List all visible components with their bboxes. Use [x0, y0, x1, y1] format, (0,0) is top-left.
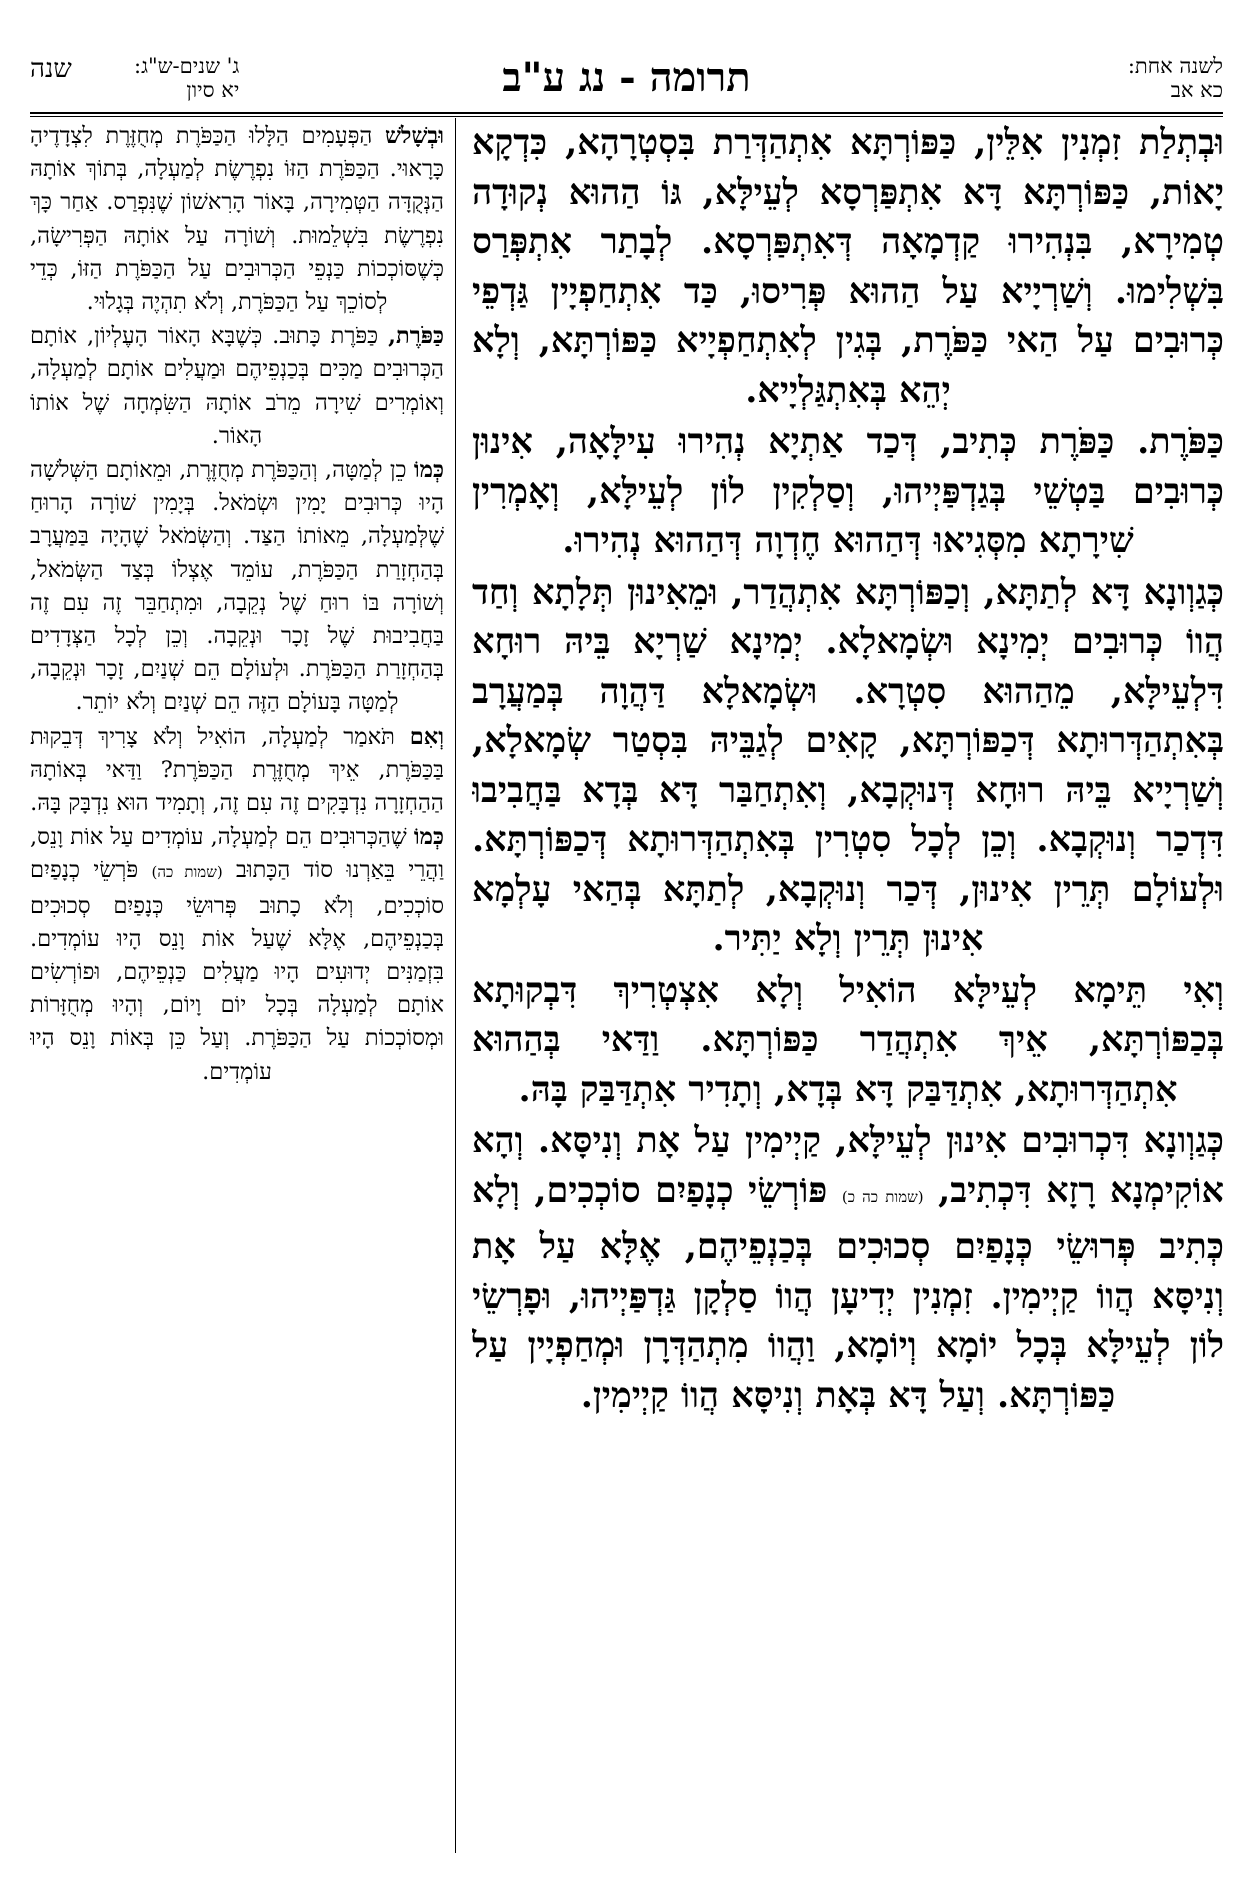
one-year-cycle-date: כא אב: [1170, 78, 1223, 102]
column-divider: [455, 118, 456, 1853]
text-paragraph: [472, 1116, 1224, 1420]
paragraph-text: כַּפֹּרֶת כְּתִיב, דְּכַד אַתְיָא נְהִירוּ עִילָּאָה, אִינוּן כְּרוּבִים בַּטְשֵׁי בְּגַדְפַּיְיהוּ, וְסַלְקִין לוֹן לְעֵילָּא, וְאָמְרִין שִׁירָתָא מִסְּגִיאוּ דְּהַהוּא חֶדְוָה דְּהַהוּא נְהִירוּ.: [472, 421, 1224, 561]
year-label: שנה: [30, 54, 72, 84]
translation-paragraph: [30, 120, 444, 319]
paragraph-text: דָּא לְתַתָּא, וְכַפּוֹרְתָּא אִתְהֲדַר, וּמֵאִינוּן תְּלָתָא וְחַד הֲווֹ כְּרוּבִים יְמִינָא וּשְׂמָאלָא. יְמִינָא שַׁרְיָא בֵּיהּ רוּחָא דִּלְעֵילָּא, מֵהַהוּא סִטְרָא. וּשְׂמָאלָא דַּהֲוָה בְּמַעֲרָב בְּאִתְהַדְּרוּתָא דְּכַפּוֹרְתָּא, קָאִים לְגַבֵּיהּ בִּסְטַר שְׂמָאלָא, וְשַׁרְיָיא בֵּיהּ רוּחָא דְּנוּקְבָא, וְאִתְחַבַּר דָּא בְּדָא בַּחֲבִיבוּ דִּדְכַר וְנוּקְבָא. וְכֵן לְכָל סִטְרִין בְּאִתְהַדְּרוּתָא דְּכַפּוֹרְתָּא. וּלְעוֹלָם תְּרֵין אִינוּן, דְּכַר וְנוּקְבָא, לְתַתָּא בְּהַאי עָלְמָא אִינוּן תְּרֵין וְלָא יַתִּיר.: [472, 571, 1224, 959]
paragraph-lead-word: וְאִם: [409, 723, 444, 750]
paragraph-lead-word: וְאִי: [1183, 969, 1224, 1011]
three-year-cycle-date: יא סיון: [186, 78, 240, 102]
paragraph-text: תֵּימָא לְעֵילָּא הוֹאִיל וְלָא אִצְטְרִיךְ דִּבְקוּתָא בְּכַפּוֹרְתָּא, אֵיךְ אִתְהֲדַר כַּפּוֹרְתָּא. וַדַּאי בְּהַהוּא אִתְהַדְּרוּתָא, אִתְדַּבַּק דָּא בְּדָא, וְתָדִיר אִתְדַּבַּק בָּהּ.: [472, 969, 1224, 1110]
page-title: תרומה - נג ע"ב: [502, 54, 751, 101]
three-year-cycle-label: ג' שנים-ש"ג:: [134, 54, 240, 78]
paragraph-text-continued: פּוֹרְשֵׂי כְנָפַיִם סוֹכְכִים, וְלָא כְּתִיב פְּרוּשֵׂי כְּנָפַיִם סְכוּכִים בְּכַנְפֵיהֶם, אֶלָּא עַל אָת וְנִיסָּא הֲווֹ קַיְימִין. זִמְנִין יְדִיעָן הֲווֹ סַלְקָן גַּדְפַּיְיהוּ, וּפָרְשֵׂי לוֹן לְעֵילָּא בְּכָל יוֹמָא וְיוֹמָא, וַהֲווֹ מִתְהַדְּרָן וּמְחַפְיָין עַל כַּפּוֹרְתָּא. וְעַל דָּא בְּאָת וְנִיסָּא הֲווֹ קַיְימִין.: [472, 1169, 1224, 1416]
verse-reference: (שמות כה): [151, 863, 223, 882]
text-paragraph: [472, 966, 1224, 1115]
text-paragraph: [472, 568, 1224, 964]
translation-paragraph: [30, 721, 444, 821]
paragraph-lead-word: כַּפֹּרֶת,: [388, 323, 444, 350]
header-rule: [30, 112, 1223, 114]
text-paragraph: [472, 417, 1224, 566]
paragraph-lead-word: וּבְתְלַת: [1139, 122, 1224, 163]
paragraph-lead-word: כְּמוֹ: [413, 824, 444, 851]
paragraph-text: כֵן לְמַטָּה, וְהַכַּפֹּרֶת מְחֻזֶּרֶת, וּמֵאוֹתָם הַשְּׁלֹשָׁה הָיוּ כְּרוּבִים יָמִין וּשְׂמֹאל. בְּיָמִין שׁוֹרָה הָרוּחַ שֶׁלְּמַעְלָה, מֵאוֹתוֹ הַצַּד. וְהַשְּׂמֹאל שֶׁהָיָה בַּמַּעֲרָב בְּהַחְזָרַת הַכַּפֹּרֶת, עוֹמֵד אֶצְלוֹ בְּצַד הַשְּׂמֹאל, וְשׁוֹרָה בּוֹ רוּחַ שֶׁל נְקֵבָה, וּמִתְחַבֵּר זֶה עִם זֶה בַּחֲבִיבוּת שֶׁל זָכָר וּנְקֵבָה. וְכֵן לְכָל הַצְּדָדִים בְּהַחְזָרַת הַכַּפֹּרֶת. וּלְעוֹלָם הֵם שְׁנַיִם, זָכָר וּנְקֵבָה, לְמַטָּה בָּעוֹלָם הַזֶּה הֵם שְׁנַיִם וְלֹא יוֹתֵר.: [30, 457, 444, 716]
paragraph-lead-word: כְּגַוְונָא: [1143, 1120, 1224, 1161]
translation-paragraph: [30, 320, 444, 453]
translation-paragraph: [30, 821, 444, 1089]
header-rule-thin: [30, 116, 1223, 117]
paragraph-lead-word: כְּגַוְונָא: [1143, 571, 1224, 613]
paragraph-lead-word: כַּפֹּרֶת.: [1137, 421, 1224, 462]
paragraph-text: כַּפֹּרֶת כָּתוּב. כְּשֶׁבָּא הָאוֹר הָעֶלְיוֹן, אוֹתָם הַכְּרוּבִים מַכִּים בְּכַנְפֵיהֶם וּמַעֲלִים אוֹתָם לְמַעְלָה, וְאוֹמְרִים שִׁירָה מֵרֹב אוֹתָהּ הַשִּׂמְחָה שֶׁל אוֹתוֹ הָאוֹר.: [30, 323, 444, 449]
three-year-schedule-label: [134, 54, 239, 102]
paragraph-text: שֶׁהַכְּרוּבִים הֵם לְמַעְלָה, עוֹמְדִים עַל אוֹת וָנֵס, וַהֲרֵי בֵּאַרְנוּ סוֹד הַכָּתוּב: [30, 824, 444, 884]
paragraph-text: זִמְנִין אִלֵּין, כַּפּוֹרְתָּא אִתְהַדְּרַת בִּסְטְרָהָא, כִּדְקָא יָאוֹת, כַּפּוֹרְתָּא דָּא אִתְפַּרְסָא לְעֵילָּא, גּוֹ הַהוּא נְקוּדָה טְמִירָא, בִּנְהִירוּ קַדְמָאָה דְּאִתְפַּרְסָא. לְבָתַר אִתְפְּרַס בִּשְׁלִימוּ. וְשַׁרְיָיא עַל הַהוּא פְּרִיסוּ, כַּד אִתְחַפְיָין גַּדְפֵי כְּרוּבִים עַל הַאי כַּפֹּרֶת, בְּגִין לְאִתְחַפְיָיא כַּפּוֹרְתָּא, וְלָא יְהֵא בְּאִתְגַּלְיָיא.: [472, 122, 1224, 411]
paragraph-lead-word: כְּמוֹ: [413, 457, 444, 484]
hebrew-translation-column: [30, 120, 444, 1860]
text-paragraph: [472, 118, 1224, 415]
paragraph-text: תֹּאמַר לְמַעְלָה, הוֹאִיל וְלֹא צָרִיךְ דְּבֵקוּת בַּכַּפֹּרֶת, אֵיךְ מְחֻזֶּרֶת הַכַּפֹּרֶת? וַדַּאי בְּאוֹתָהּ הַהַחְזָרָה נִדְבָּקִים זֶה עִם זֶה, וְתָמִיד הוּא נִדְבָּק בָּהּ.: [30, 723, 444, 817]
one-year-cycle-label: לשנה אחת:: [1127, 54, 1223, 78]
paragraph-text: דִּכְרוּבִים אִינוּן לְעֵילָּא, קַיְימִין עַל אָת וְנִיסָּא. וְהָא אוֹקִימְנָא רָזָא דִּכְתִיב,: [472, 1120, 1224, 1211]
paragraph-text: הַפְּעָמִים הַלָּלוּ הַכַּפֹּרֶת מְחֻזֶּרֶת לִצְדָדֶיהָ כָּרָאוּי. הַכַּפֹּרֶת הַזּוֹ נִפְרֶשֶׂת לְמַעְלָה, בְּתוֹךְ אוֹתָהּ הַנְּקֻדָּה הַטְּמִירָה, בָּאוֹר הָרִאשׁוֹן שֶׁנִּפְרַס. אַחַר כָּךְ נִפְרֶשֶׂת בִּשְׁלֵמוּת. וְשׁוֹרָה עַל אוֹתָהּ הַפְּרִישָׂה, כְּשֶׁסּוֹכְכוֹת כַּנְפֵי הַכְּרוּבִים עַל הַכַּפֹּרֶת הַזּוֹ, כְּדֵי לְסוֹכֵךְ עַל הַכַּפֹּרֶת, וְלֹא תִהְיֶה בְּגָלוּי.: [30, 123, 444, 316]
aramaic-text-column: [472, 118, 1224, 1858]
page-header: [30, 52, 1223, 112]
verse-reference: (שמות כה כ): [841, 1187, 924, 1206]
translation-paragraph: [30, 454, 444, 720]
paragraph-lead-word: וּבְשָׁלֹשׁ: [385, 123, 444, 149]
paragraph-text-continued: פֹּרְשֵׂי כְנָפַיִם סוֹכְכִים, וְלֹא כָתוּב פְּרוּשֵׂי כְּנָפַיִם סְכוּכִים בְּכַנְפֵיהֶם, אֶלָּא שֶׁעַל אוֹת וָנֵס הָיוּ עוֹמְדִים. בִּזְמַנִּים יְדוּעִים הָיוּ מַעֲלִים כַּנְפֵיהֶם, וּפוֹרְשִׂים אוֹתָם לְמַעְלָה בְּכָל יוֹם וָיוֹם, וְהָיוּ מְחֻזָּרוֹת וּמְסוֹכְכוֹת עַל הַכַּפֹּרֶת. וְעַל כֵּן בְּאוֹת וָנֵס הָיוּ עוֹמְדִים.: [30, 857, 444, 1085]
